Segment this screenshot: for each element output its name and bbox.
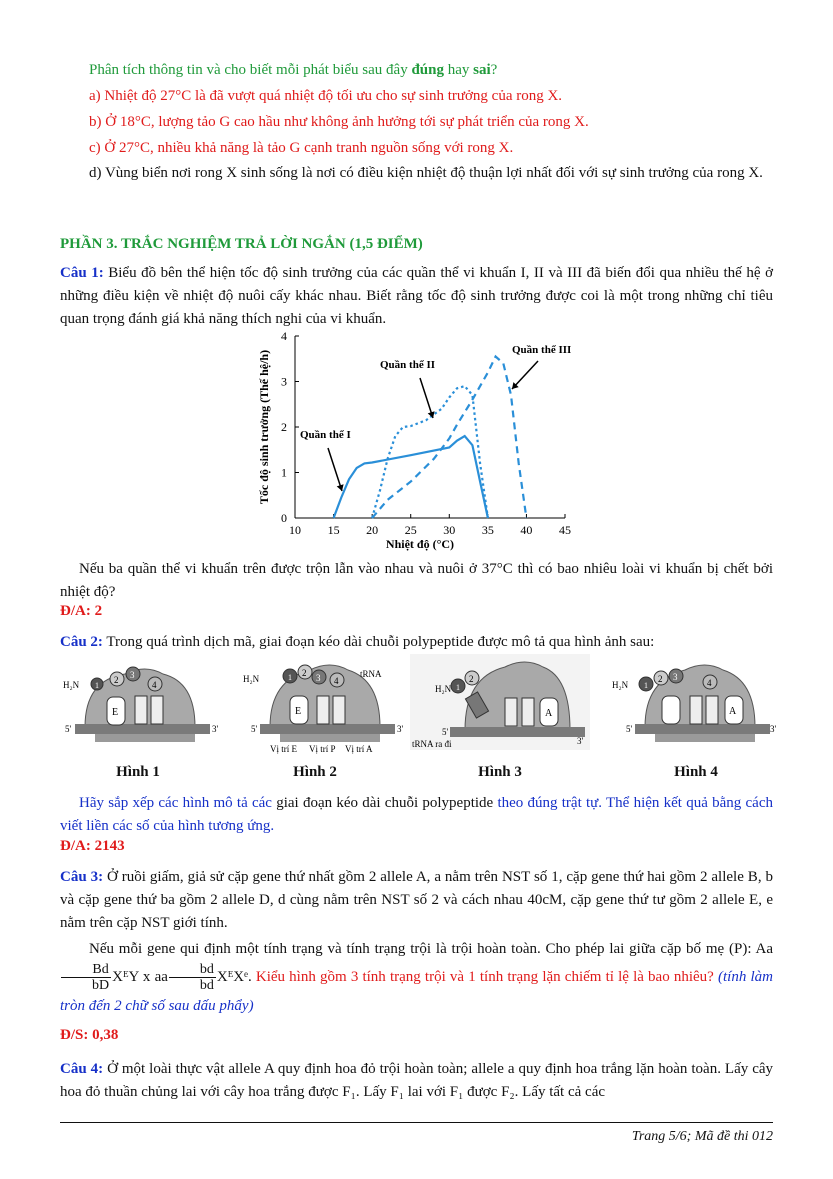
figure-1-label: Hình 1: [116, 764, 160, 780]
x-tick-label: 40: [520, 523, 533, 537]
fig1-h2n: H₂N: [63, 680, 80, 690]
fig3-5: 5': [442, 727, 449, 737]
growth-chart: [250, 326, 580, 556]
word-dung: đúng: [411, 62, 444, 78]
q2-instruction-2: giai đoạn kéo dài chuỗi polypeptide: [276, 795, 494, 811]
x-tick-label: 10: [289, 523, 301, 537]
figure-3-label: Hình 3: [478, 764, 522, 780]
footer-divider: [60, 1122, 773, 1123]
figure-4-label: Hình 4: [674, 764, 718, 780]
x-axis-label: Nhiệt độ (°C): [385, 537, 455, 551]
fig2-h2n: H₂N: [243, 674, 260, 684]
q3-text2: Nếu mỗi gene qui định một tính trạng và tính trạng trội là trội hoàn toàn. Cho phép lai giữa cặp bố mẹ (P): Aa: [89, 941, 773, 957]
svg-text:1: 1: [288, 673, 292, 682]
figure-2-label: Hình 2: [293, 764, 337, 780]
q4-text: Ở một loài thực vật allele A quy định hoa đỏ trội hoàn toàn; allele a quy định hoa trắng lặn hoàn toàn. Lấy cây hoa đỏ thuần chủng lai với cây hoa trắng được F₁. Lấy F₁ lai với F₁ được F₂. Lấy tất cả các: [60, 1061, 774, 1100]
fig2-3: 3': [397, 724, 404, 734]
q3-fraction-1: [61, 962, 111, 993]
svg-text:4: 4: [707, 678, 712, 688]
fig3-h2n: H₂N: [435, 684, 452, 694]
frac2-bottom: bd: [199, 978, 214, 993]
svg-text:3: 3: [130, 670, 135, 680]
statement-a: a) Nhiệt độ 27°C là đã vượt quá nhiệt độ tối ưu cho sự sinh trưởng của rong X.: [89, 88, 563, 104]
q3-mid: XᴱY x aa: [112, 968, 168, 985]
intro-prompt: [89, 60, 497, 80]
fig2-vitri-e: Vị trí E: [270, 744, 297, 754]
fig3-3: 3': [577, 736, 584, 746]
word-sai: sai: [473, 62, 491, 78]
fig2-vitri-a: Vị trí A: [345, 744, 373, 754]
y-tick-label: 2: [281, 420, 287, 434]
series-arrow-2: [420, 378, 433, 418]
fig2-trna: tRNA: [360, 669, 382, 679]
q4-paragraph: [60, 1058, 773, 1104]
x-tick-label: 20: [366, 523, 379, 537]
svg-text:2: 2: [302, 668, 307, 678]
word-hay: hay: [443, 62, 474, 78]
q2-paragraph: [60, 632, 654, 652]
svg-text:4: 4: [334, 676, 339, 686]
q3-text: Ở ruồi giấm, giả sử cặp gene thứ nhất gồm 2 allele A, a nằm trên NST số 1, cặp gene thứ hai gồm 2 allele B, b và cặp gene thứ ba gồm 2 allele D, d cùng nằm trên NST số 2 và cách nhau 40cM, cặp gene thứ tư gồm 2 allele E, e nằm trên cặp NST giới tính.: [60, 869, 773, 931]
section-title: PHẦN 3. TRẮC NGHIỆM TRẢ LỜI NGẮN (1,5 ĐIỂM): [60, 236, 423, 252]
q3-fraction-2: [169, 962, 216, 993]
footer-page: Trang 5/6; Mã đề thi 012: [631, 1129, 773, 1144]
q2-instruction-1: Hãy sắp xếp các hình mô tả các: [79, 795, 277, 811]
y-tick-label: 3: [281, 374, 287, 389]
ribosome-figures: [55, 652, 780, 762]
statement-d: d) Vùng biển nơi rong X sinh sống là nơi có điều kiện nhiệt độ thuận lợi nhất đối với sự sinh trưởng của rong X.: [89, 165, 763, 181]
figure-2: [243, 665, 404, 754]
y-axis-label: Tốc độ sinh trưởng (Thế hệ/h): [257, 349, 271, 505]
q3-blue-note: (tính làm tròn đến 2 chữ số sau dấu phẩy): [60, 968, 773, 1014]
fig4-3: 3': [770, 724, 777, 734]
svg-text:1: 1: [95, 681, 99, 690]
svg-text:3: 3: [316, 673, 321, 683]
q3-red-text: Kiểu hình gồm 3 tính trạng trội và 1 tính trạng lặn chiếm tỉ lệ là bao nhiêu?: [255, 968, 714, 985]
q1-text: Biểu đồ bên thể hiện tốc độ sinh trưởng của các quần thể vi khuẩn I, II và III đã biến đổi qua nhiều thế hệ ở những điều kiện về nhiệt độ nuôi cấy khác nhau. Biết rằng tốc độ sinh trưởng được coi là một trong những chỉ tiêu quan trọng đánh giá khả năng thích nghi của vi khuẩn.: [60, 265, 774, 327]
q1-label: Câu 1:: [60, 265, 104, 281]
frac1-bottom: bD: [92, 978, 110, 993]
svg-text:2: 2: [658, 674, 663, 684]
x-tick-label: 15: [327, 523, 340, 537]
svg-text:E: E: [112, 707, 119, 718]
svg-text:A: A: [545, 708, 553, 719]
fig4-5: 5': [626, 724, 633, 734]
series-line-1: [334, 436, 488, 518]
svg-text:A: A: [729, 706, 737, 717]
x-tick-label: 45: [559, 523, 571, 537]
x-tick-label: 25: [404, 523, 417, 537]
q1-question: Nếu ba quần thể vi khuẩn trên được trộn lẫn vào nhau và nuôi ở 37°C thì có bao nhiêu loài vi khuẩn bị chết bởi nhiệt độ?: [60, 561, 773, 600]
y-tick-label: 1: [281, 465, 287, 480]
fig4-h2n: H₂N: [612, 680, 629, 690]
q3-answer: Đ/S: 0,38: [60, 1027, 119, 1043]
x-tick-label: 30: [443, 523, 456, 537]
figure-4: [612, 665, 777, 742]
frac1-top: Bd: [61, 962, 111, 978]
y-tick-label: 0: [281, 511, 287, 525]
series-label-3: Quần thể III: [512, 344, 572, 356]
figure-1: [63, 667, 219, 742]
fig2-5: 5': [251, 724, 258, 734]
q2-instruction: [60, 792, 773, 838]
fig1-5: 5': [65, 724, 72, 734]
q1-answer: Đ/A: 2: [60, 603, 103, 619]
x-tick-label: 35: [481, 523, 494, 537]
q3-paragraph: [60, 866, 773, 935]
fig2-vitri-p: Vị trí P: [309, 744, 336, 754]
q3-after: XᴱXᵉ.: [216, 968, 256, 985]
svg-text:3: 3: [673, 672, 678, 682]
fig1-3: 3': [212, 724, 219, 734]
series-label-2: Quần thể II: [380, 359, 436, 371]
y-tick-label: 4: [281, 329, 287, 343]
q4-label: Câu 4:: [60, 1061, 104, 1077]
q3-label: Câu 3:: [60, 869, 104, 885]
frac2-top: bd: [169, 962, 216, 978]
series-label-1: Quần thể I: [300, 429, 351, 441]
svg-text:1: 1: [456, 683, 460, 692]
svg-text:E: E: [295, 706, 302, 717]
svg-text:2: 2: [114, 675, 119, 685]
q2-label: Câu 2:: [60, 634, 103, 650]
svg-text:2: 2: [469, 674, 474, 684]
figure-3: [410, 654, 590, 750]
intro-prompt-text: Phân tích thông tin và cho biết mỗi phát biểu sau đây: [89, 62, 412, 78]
q3-cross: [60, 936, 773, 1019]
fig3-trna-ra-di: tRNA ra đi: [412, 739, 452, 749]
series-arrow-1: [328, 448, 342, 491]
prompt-end: ?: [490, 62, 498, 78]
svg-text:4: 4: [152, 680, 157, 690]
q2-text: Trong quá trình dịch mã, giai đoạn kéo dài chuỗi polypeptide được mô tả qua hình ảnh sau:: [102, 634, 655, 650]
q2-instruction-3: theo đúng trật tự. Thể hiện kết quả bằng cách viết liền các số của hình tương ứng.: [60, 795, 773, 834]
statement-c: c) Ở 27°C, nhiều khả năng là tảo G cạnh tranh nguồn sống với rong X.: [89, 140, 514, 156]
q1-paragraph: [60, 262, 773, 331]
statement-b: b) Ở 18°C, lượng tảo G cao hầu như không ảnh hưởng tới sự phát triển của rong X.: [89, 114, 589, 130]
svg-text:1: 1: [644, 681, 648, 690]
q2-answer: Đ/A: 2143: [60, 838, 125, 854]
